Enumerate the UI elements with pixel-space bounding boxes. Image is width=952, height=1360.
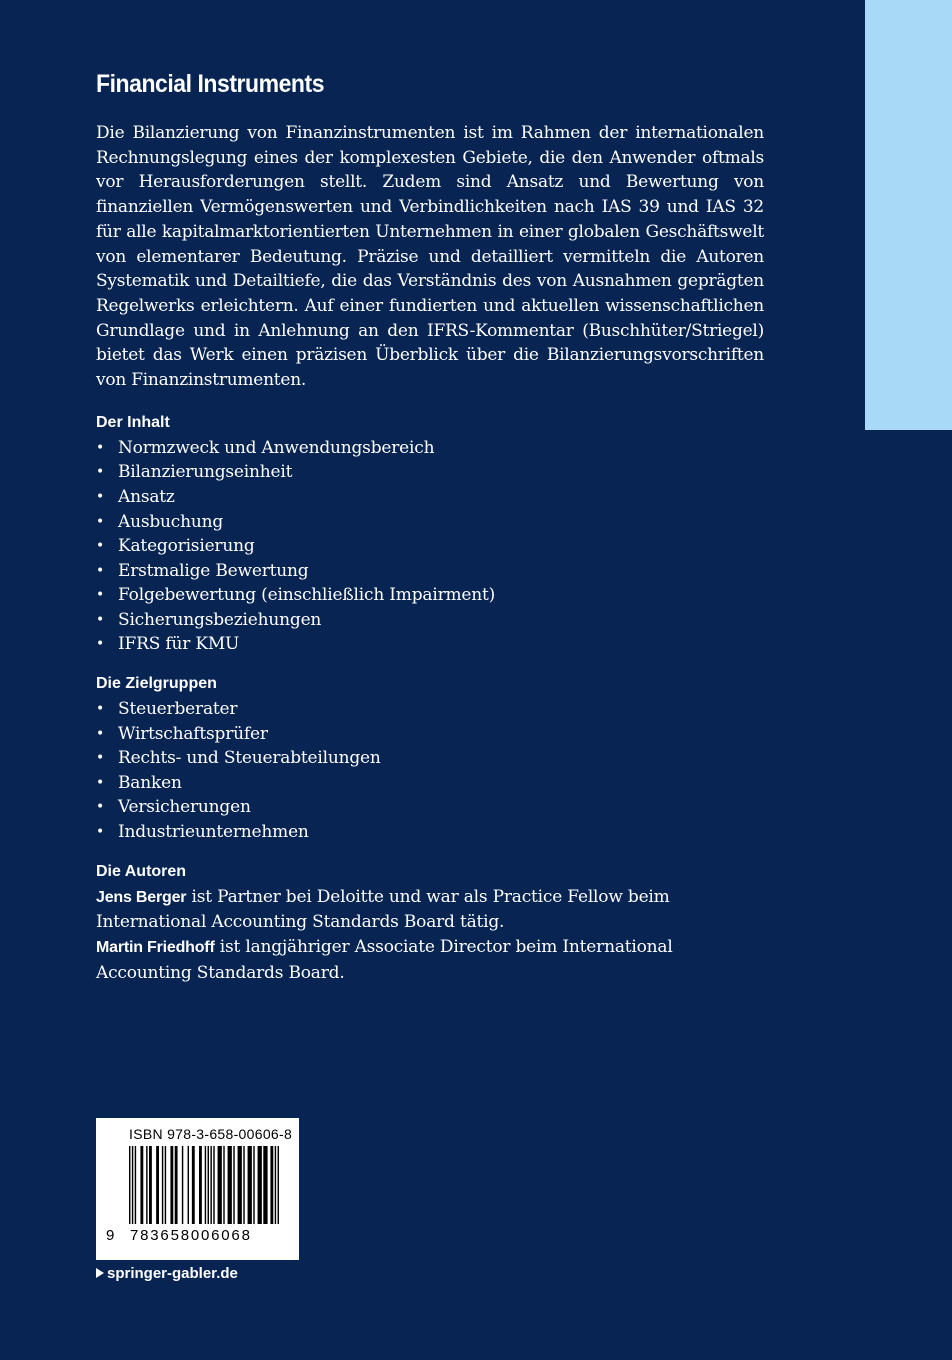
list-item: • Bilanzierungseinheit: [96, 460, 764, 485]
inhalt-list: [96, 436, 764, 657]
intro-paragraph: Die Bilanzierung von Finanzinstrumenten ist im Rahmen der internationalen Rechnungslegung eines der komplexesten Gebiete, die den Anwender oftmals vor Herausforderungen stellt. Zudem sind Ansatz und Bewertung von finanziellen Vermögenswerten und Verbindlichkeiten nach IAS 39 und IAS 32 für alle kapitalmarktorientierten Unternehmen in einer globalen Geschäftswelt von elementarer Bedeutung. Präzise und detailliert vermitteln die Autoren Systematik und Detailtiefe, die das Verständnis des von Ausnahmen geprägten Regelwerks erleichtern. Auf einer fundierten und aktuellen wissenschaftlichen Grundlage und in Anlehnung an den IFRS-Kommentar (Buschhüter/Striegel) bietet das Werk einen präzisen Überblick über die Bilanzierungsvorschriften von Finanzinstrumenten.: [96, 123, 764, 391]
list-item: • Ansatz: [96, 485, 764, 510]
list-item: • Kategorisierung: [96, 534, 764, 559]
author-description: ist Partner bei Deloitte und war als Practice Fellow beim International Accounting Standards Board tätig.: [96, 886, 670, 933]
list-item: • Industrieunternehmen: [96, 820, 764, 845]
list-item: • Folgebewertung (einschließlich Impairment): [96, 583, 764, 608]
author-name: Jens Berger: [96, 888, 187, 906]
list-item: • Ausbuchung: [96, 510, 764, 535]
list-item: • Sicherungsbeziehungen: [96, 608, 764, 633]
barcode-bar: [135, 1146, 136, 1224]
barcode-bar: [132, 1146, 133, 1224]
barcode-bars: [129, 1146, 279, 1230]
barcode-bar: [213, 1146, 214, 1224]
play-arrow-icon: [96, 1268, 104, 1278]
publisher-link-text: springer-gabler.de: [107, 1265, 238, 1282]
zielgruppen-list: [96, 697, 764, 845]
back-cover-text: [96, 70, 764, 985]
publisher-link[interactable]: [96, 1265, 238, 1282]
barcode-bar: [248, 1146, 252, 1224]
barcode-bar: [149, 1146, 152, 1224]
barcode-bar: [175, 1146, 178, 1224]
barcode-bar: [188, 1146, 189, 1224]
barcode-bar: [275, 1146, 276, 1224]
barcode-bar: [233, 1146, 234, 1224]
barcode-number: 783658006068: [130, 1227, 252, 1244]
author-bios: [96, 885, 764, 986]
barcode-bar: [182, 1146, 183, 1224]
book-title: Financial Instruments: [96, 70, 325, 98]
barcode-bar: [208, 1146, 209, 1224]
barcode-bar: [238, 1146, 242, 1224]
barcode-bar: [218, 1146, 222, 1224]
barcode-bar: [162, 1146, 163, 1224]
barcode-bar: [129, 1146, 130, 1224]
barcode-bar: [140, 1146, 143, 1224]
barcode-bar: [263, 1146, 267, 1224]
author-name: Martin Friedhoff: [96, 939, 215, 957]
barcode-bar: [258, 1146, 262, 1224]
list-item: • Erstmalige Bewertung: [96, 559, 764, 584]
autoren-heading: Die Autoren: [96, 862, 187, 880]
barcode-bar: [253, 1146, 254, 1224]
author-bio: [96, 885, 764, 935]
barcode-bar: [205, 1146, 206, 1224]
list-item: • Rechts- und Steuerabteilungen: [96, 746, 764, 771]
list-item: • Steuerberater: [96, 697, 764, 722]
accent-bar: [865, 0, 952, 430]
isbn-barcode: [96, 1118, 299, 1260]
list-item: • Versicherungen: [96, 795, 764, 820]
barcode-bar: [165, 1146, 166, 1224]
barcode-bar: [156, 1146, 159, 1224]
barcode-first-digit: 9: [106, 1227, 117, 1244]
barcode-bar: [278, 1146, 279, 1224]
barcode-bar: [199, 1146, 202, 1224]
barcode-bar: [170, 1146, 173, 1224]
isbn-label: ISBN 978-3-658-00606-8: [129, 1126, 293, 1142]
barcode-bar: [192, 1146, 195, 1224]
list-item: • IFRS für KMU: [96, 632, 764, 657]
barcode-bar: [243, 1146, 244, 1224]
inhalt-heading: Der Inhalt: [96, 413, 170, 431]
barcode-bar: [146, 1146, 147, 1224]
author-bio: [96, 935, 764, 985]
author-description: ist langjähriger Associate Director beim International Accounting Standards Board.: [96, 937, 673, 983]
barcode-bar: [210, 1146, 211, 1224]
list-item: • Banken: [96, 771, 764, 796]
barcode-bar: [228, 1146, 232, 1224]
barcode-bar: [270, 1146, 273, 1224]
zielgruppen-heading: Die Zielgruppen: [96, 675, 217, 693]
barcode-bar: [223, 1146, 224, 1224]
list-item: • Normzweck und Anwendungsbereich: [96, 436, 764, 461]
list-item: • Wirtschaftsprüfer: [96, 722, 764, 747]
